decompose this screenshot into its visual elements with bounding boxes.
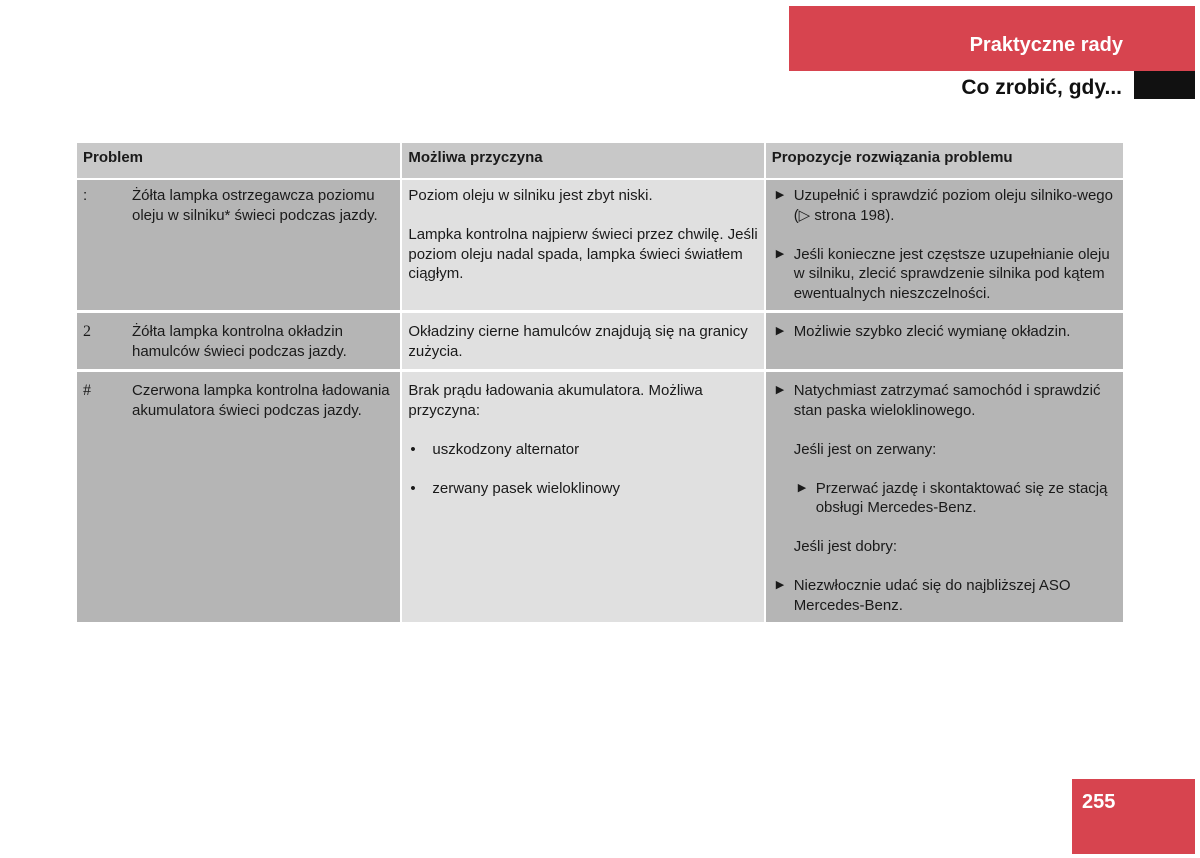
page-title: Co zrobić, gdy...	[961, 76, 1122, 99]
troubleshooting-table	[77, 143, 1123, 622]
solution-text: Niezwłocznie udać się do najbliższej ASO Mercedes-Benz.	[793, 577, 1071, 614]
warning-symbol: :	[83, 187, 88, 204]
solution-text: Uzupełnić i sprawdzić poziom oleju silniko-wego (▷ strona 198).	[793, 187, 1113, 224]
bullet-dot-icon: •	[410, 440, 416, 458]
solution-text: Przerwać jazdę i skontaktować się ze stacją obsługi Mercedes-Benz.	[815, 479, 1108, 516]
warning-symbol: #	[83, 382, 91, 399]
solution-subitem	[794, 479, 1117, 518]
solution-cell	[766, 180, 1123, 310]
triangle-right-icon: ▶	[775, 384, 785, 396]
cause-bullet-text: zerwany pasek wieloklinowy	[432, 479, 620, 497]
solution-item	[772, 381, 1117, 420]
condition-note: Jeśli jest on zerwany:	[793, 440, 937, 458]
solution-cell	[766, 372, 1123, 622]
column-header-problem: Problem	[77, 143, 400, 178]
triangle-right-icon: ▶	[775, 579, 785, 591]
solution-text: Możliwie szybko zlecić wymianę okładzin.	[793, 323, 1071, 340]
table-row	[77, 180, 1123, 310]
triangle-right-icon: ▶	[775, 325, 785, 337]
triangle-right-icon: ▶	[775, 189, 785, 201]
page-number: 255	[1082, 791, 1116, 813]
solution-text: Natychmiast zatrzymać samochód i sprawdzić stan paska wieloklinowego.	[793, 382, 1101, 419]
solution-cell	[766, 313, 1123, 369]
cause-cell	[402, 372, 763, 622]
list-item	[408, 440, 757, 460]
table-row	[77, 313, 1123, 369]
row-divider	[88, 310, 401, 311]
solution-item	[772, 576, 1117, 615]
cause-bullet-text: uszkodzony alternator	[432, 440, 580, 458]
table-header	[77, 143, 1123, 178]
problem-cell	[77, 313, 400, 369]
cause-cell	[402, 180, 763, 310]
page-number-badge	[1072, 779, 1195, 854]
bullet-dot-icon: •	[410, 479, 416, 497]
title-marker-bar	[1134, 71, 1195, 99]
cause-text: Brak prądu ładowania akumulatora. Możliwa przyczyna:	[408, 382, 703, 419]
table-row	[77, 372, 1123, 622]
column-header-solution: Propozycje rozwiązania problemu	[766, 143, 1123, 178]
problem-cell	[77, 372, 400, 622]
triangle-right-icon: ▶	[775, 247, 785, 260]
list-item	[408, 479, 757, 499]
condition-note: Jeśli jest dobry:	[793, 538, 898, 555]
problem-text: Czerwona lampka kontrolna ładowania akumulatora świeci podczas jazdy.	[132, 382, 390, 419]
triangle-right-icon: ▶	[797, 481, 807, 494]
column-header-cause: Możliwa przyczyna	[402, 143, 763, 178]
cause-text: Lampka kontrolna najpierw świeci przez chwilę. Jeśli poziom oleju nadal spada, lampka świeci światłem ciągłym.	[408, 226, 758, 282]
solution-item	[772, 186, 1117, 225]
problem-cell	[77, 180, 400, 310]
cause-text: Okładziny cierne hamulców znajdują się na granicy zużycia.	[408, 323, 748, 360]
solution-text: Jeśli konieczne jest częstsze uzupełnianie oleju w silniku, zlecić sprawdzenie silnika pod kątem ewentualnych nieszczelności.	[793, 245, 1110, 302]
problem-text: Żółta lampka kontrolna okładzin hamulców świeci podczas jazdy.	[132, 323, 347, 360]
cause-text: Poziom oleju w silniku jest zbyt niski.	[408, 187, 653, 204]
section-tab	[789, 6, 1195, 71]
section-title: Praktyczne rady	[969, 34, 1123, 56]
problem-text: Żółta lampka ostrzegawcza poziomu oleju w silniku* świeci podczas jazdy.	[132, 187, 378, 224]
cause-cell	[402, 313, 763, 369]
solution-item	[772, 322, 1117, 342]
solution-item	[772, 245, 1117, 304]
warning-symbol: 2	[83, 323, 91, 340]
